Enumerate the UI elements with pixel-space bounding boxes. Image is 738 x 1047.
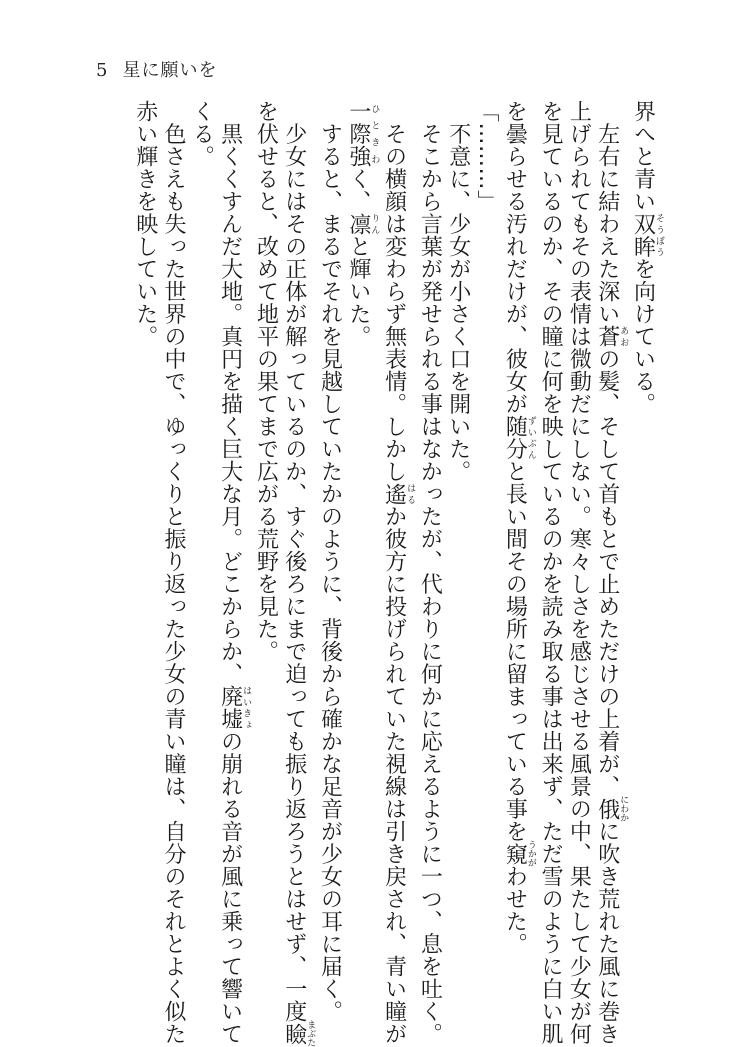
furigana: まぶた — [305, 1020, 315, 1047]
furigana: はいきょ — [241, 685, 251, 730]
ruby-word: 一際強ひときわ — [346, 100, 371, 168]
page-number: 5 — [96, 60, 108, 81]
ruby-word: 窺うかが — [502, 843, 527, 866]
text-run: 不意に、少女が小さく口を開いた。 — [446, 100, 471, 483]
text-run: を曇らせる汚れだけが、彼女が — [502, 100, 527, 415]
text-line — [379, 100, 415, 980]
text-line — [251, 100, 279, 980]
text-line — [472, 100, 500, 980]
text-run: 界へと青い — [631, 100, 656, 213]
ruby-word: 凛りん — [346, 213, 371, 236]
text-run: わせた。 — [502, 865, 527, 955]
text-line — [279, 100, 315, 980]
text-line — [344, 100, 380, 980]
text-run: その横顔は変わらず無表情。しかし — [382, 100, 407, 483]
text-line — [536, 100, 564, 980]
text-line — [159, 100, 187, 980]
text-line — [592, 100, 628, 980]
ruby-word: 双眸そうぼう — [631, 213, 656, 258]
text-run: を見ているのか、その瞳に何を映しているのかを読み取る事は出来ず、ただ雪のように白い肌 — [538, 100, 563, 1045]
text-run: の髪、そして首もとで止めただけの上着が、 — [595, 348, 620, 798]
text-line — [628, 100, 664, 980]
text-line — [215, 100, 251, 980]
chapter-title: 星に願いを — [122, 60, 217, 81]
text-run: 左右に結わえた深い — [595, 100, 620, 325]
text-run: の崩れる音が風に乗って響いて — [218, 730, 243, 1045]
furigana: ずいぶん — [526, 415, 536, 460]
body-text — [64, 100, 664, 980]
furigana: りん — [369, 213, 379, 236]
text-run: と輝いた。 — [346, 235, 371, 348]
text-run: 色さえも失った世界の中で、ゆっくりと振り返った少女の青い瞳は、自分のそれとよく似た — [161, 100, 186, 1045]
text-line — [500, 100, 536, 980]
ruby-word: 遙はる — [382, 483, 407, 506]
ruby-word: 瞼まぶた — [282, 1023, 307, 1047]
text-run: 赤い輝きを映していた。 — [133, 100, 158, 348]
furigana: ひときわ — [369, 100, 379, 168]
text-run: すると、まるでそれを見越していたかのように、背後から確かな足音が少女の耳に届く。 — [318, 100, 343, 1023]
running-header — [96, 56, 217, 82]
ruby-word: 随分ずいぶん — [502, 415, 527, 460]
text-line — [130, 100, 158, 980]
furigana: はる — [405, 483, 415, 506]
ruby-word: 俄にわか — [595, 798, 620, 821]
furigana: そうぼう — [654, 213, 664, 258]
text-line — [315, 100, 343, 980]
text-run: くる。 — [189, 100, 214, 168]
text-run: 少女にはその正体が解っているのか、すぐ後ろにまで迫っても振り返ろうとはせず、一度 — [282, 100, 307, 1023]
text-run: そこから言葉が発せられる事はなかったが、代わりに何かに応えるように一つ、息を吐く。 — [417, 100, 442, 1045]
text-run: と長い間その場所に留まっている事を — [502, 460, 527, 843]
furigana: うかが — [526, 840, 536, 867]
text-run: に吹き荒れた風に巻き — [595, 820, 620, 1045]
text-run: を伏せると、改めて地平の果てまで広がる荒野を見た。 — [253, 100, 278, 663]
ruby-word: 廃墟はいきょ — [218, 685, 243, 730]
text-run: 「………」 — [474, 100, 499, 213]
text-run: か彼方に投げられていた視線は引き戻され、青い瞳が — [382, 505, 407, 1045]
text-run: 上げられてもその表情は微動だにしない。寒々しさを感じさせる風景の中、果たして少女が何 — [566, 100, 591, 1045]
furigana: にわか — [618, 795, 628, 822]
furigana: あお — [618, 325, 628, 348]
text-line — [187, 100, 215, 980]
text-line — [415, 100, 443, 980]
ruby-word: 蒼あお — [595, 325, 620, 348]
text-line — [564, 100, 592, 980]
text-run: く、 — [346, 168, 371, 213]
text-run: 黒くくすんだ大地。真円を描く巨大な月。どこからか、 — [218, 100, 243, 685]
text-line — [443, 100, 471, 980]
text-run: を向けている。 — [631, 258, 656, 416]
